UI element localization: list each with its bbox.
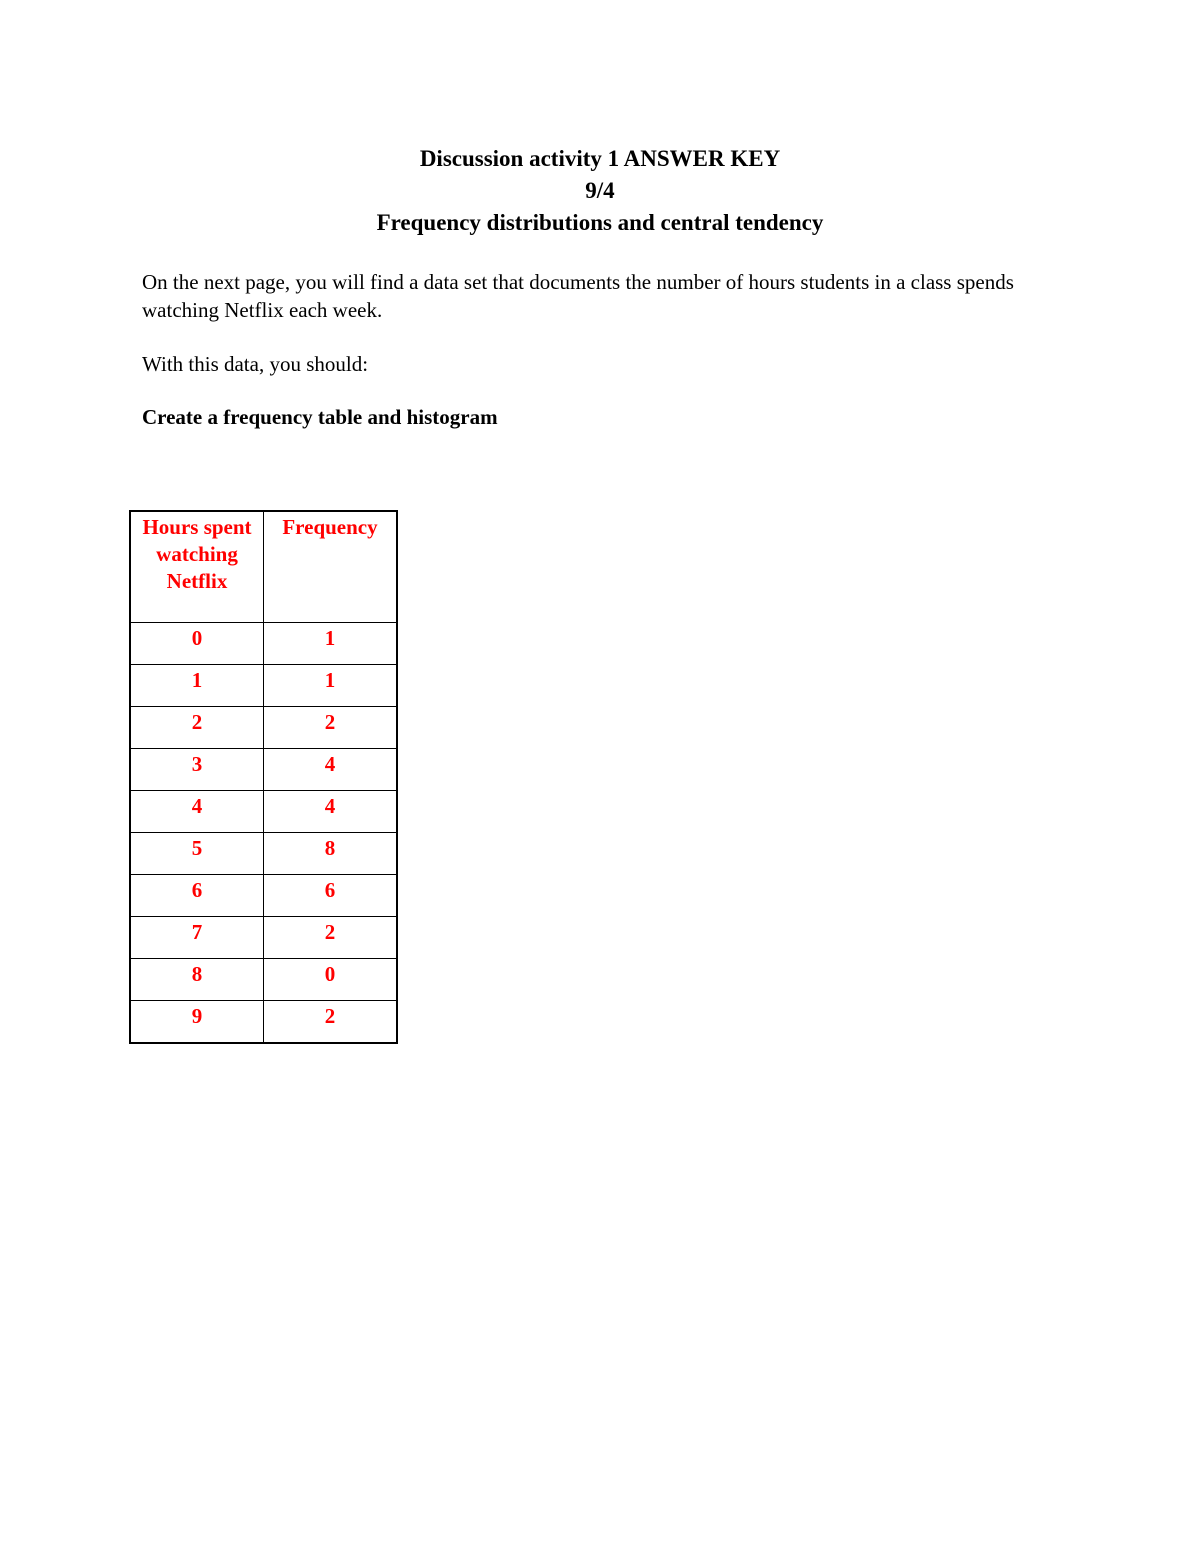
table-row — [130, 707, 397, 749]
hours-cell: 0 — [130, 623, 264, 665]
hours-cell: 9 — [130, 1001, 264, 1044]
table-row — [130, 833, 397, 875]
table-row — [130, 791, 397, 833]
table-row — [130, 1001, 397, 1044]
header-frequency: Frequency — [264, 511, 398, 623]
title-line-2: 9/4 — [585, 178, 615, 203]
frequency-cell: 2 — [264, 1001, 398, 1044]
task-heading: Create a frequency table and histogram — [142, 405, 498, 429]
header-hours: Hours spent watching Netflix — [130, 511, 264, 623]
hours-cell: 6 — [130, 875, 264, 917]
frequency-table — [129, 510, 398, 1044]
frequency-cell: 2 — [264, 707, 398, 749]
document-title — [0, 143, 1200, 239]
hours-cell: 7 — [130, 917, 264, 959]
table-row — [130, 917, 397, 959]
table-row — [130, 959, 397, 1001]
table-row — [130, 665, 397, 707]
intro-paragraph: On the next page, you will find a data set that documents the number of hours students in a class spends watching Netflix each week. — [142, 270, 1014, 322]
table-row — [130, 875, 397, 917]
hours-cell: 8 — [130, 959, 264, 1001]
table-header-row — [130, 511, 397, 623]
title-line-3: Frequency distributions and central tendency — [376, 210, 824, 235]
frequency-cell: 1 — [264, 623, 398, 665]
table-row — [130, 749, 397, 791]
hours-cell: 2 — [130, 707, 264, 749]
hours-cell: 3 — [130, 749, 264, 791]
frequency-cell: 8 — [264, 833, 398, 875]
hours-cell: 1 — [130, 665, 264, 707]
hours-cell: 4 — [130, 791, 264, 833]
frequency-cell: 6 — [264, 875, 398, 917]
frequency-cell: 4 — [264, 791, 398, 833]
frequency-cell: 2 — [264, 917, 398, 959]
instruction-paragraph: With this data, you should: — [142, 352, 369, 376]
frequency-cell: 0 — [264, 959, 398, 1001]
table-row — [130, 623, 397, 665]
frequency-cell: 1 — [264, 665, 398, 707]
title-line-1: Discussion activity 1 ANSWER KEY — [419, 146, 781, 171]
frequency-cell: 4 — [264, 749, 398, 791]
hours-cell: 5 — [130, 833, 264, 875]
